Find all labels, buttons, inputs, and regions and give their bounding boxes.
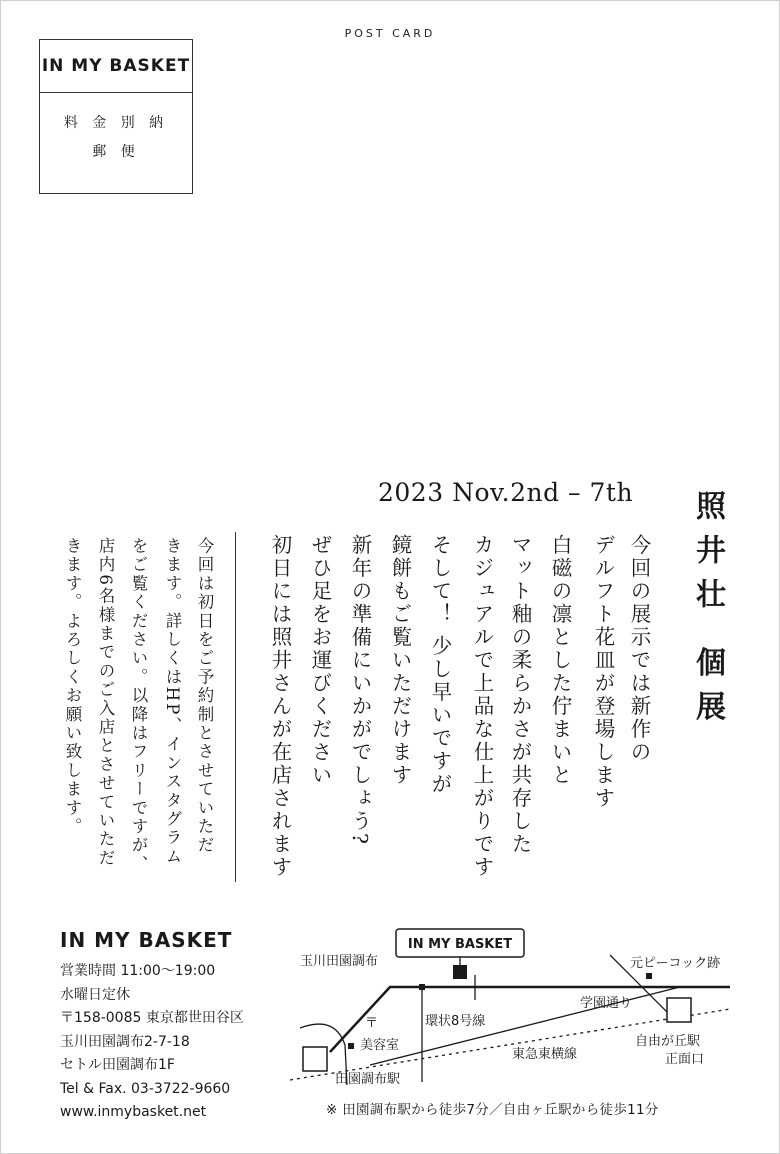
body-line-1: 今回の展示では新作の: [627, 534, 651, 764]
denenchofu-station-mark: [303, 1047, 327, 1071]
label-jiyugaoka-station: 自由が丘駅: [635, 1034, 701, 1049]
label-gakuen-street: 学園通り: [580, 996, 633, 1011]
business-hours: 営業時間 11:00〜19:00: [60, 963, 216, 979]
body-line-8: 新年の準備にいかがでしょう?: [348, 534, 372, 847]
address-line-2: 玉川田園調布2-7-18: [60, 1033, 190, 1050]
label-ring-road: 環状8号線: [425, 1014, 486, 1029]
tamagawa-marker: [419, 984, 425, 990]
address-line-3: セトル田園調布1F: [60, 1057, 175, 1073]
label-denenchofu-station: 田園調布駅: [335, 1072, 401, 1087]
note-line-4: 店内6名様までのご入店とさせていただ: [96, 537, 115, 868]
label-salon: 美容室: [360, 1038, 400, 1053]
event-date: 2023 Nov.2nd – 7th: [378, 478, 634, 507]
label-post-mark: 〒: [365, 1016, 379, 1031]
salon-marker: [348, 1043, 354, 1049]
closed-day: 水曜日定休: [60, 986, 130, 1003]
note-line-5: きます。よろしくお願い致します。: [63, 537, 82, 837]
exhibition-title: 照井壮 個展: [690, 490, 725, 735]
postcard-label: POST CARD: [344, 27, 436, 40]
note-line-2: きます。詳しくはHP、インスタグラム: [163, 537, 182, 867]
label-toyoko-line: 東急東横線: [512, 1047, 578, 1062]
phone-fax[interactable]: Tel & Fax. 03-3722-9660: [60, 1080, 231, 1097]
postage-paid-box: [39, 39, 193, 194]
label-tamagawa: 玉川田園調布: [300, 954, 379, 969]
postage-paid-line1: 料 金 別 納: [63, 115, 169, 131]
body-line-6: そして！ 少し早いですが: [428, 534, 452, 797]
postage-paid-line2: 郵 便: [92, 144, 140, 160]
body-line-4: マット釉の柔らかさが共存した: [508, 534, 532, 856]
note-line-1: 今回は初日をご予約制とさせていただ: [195, 537, 214, 855]
peacock-marker: [646, 973, 652, 979]
stamp-logo: IN MY BASKET: [40, 40, 192, 93]
website-link[interactable]: www.inmybasket.net: [60, 1104, 207, 1120]
divider-line: [235, 532, 236, 882]
body-line-2: デルフト花皿が登場します: [591, 534, 615, 810]
label-front-exit: 正面口: [665, 1052, 705, 1067]
body-line-3: 白磁の凛とした佇まいと: [548, 534, 572, 787]
body-line-9: ぜひ足をお運びください: [308, 534, 332, 787]
address-line-1: 〒158-0085 東京都世田谷区: [60, 1010, 244, 1026]
shop-location-mark: [453, 965, 467, 979]
shop-logo: IN MY BASKET: [60, 928, 233, 952]
note-line-3: をご覧ください。以降はフリーですが、: [129, 537, 148, 874]
walking-directions-note: ※ 田園調布駅から徒歩7分／自由ヶ丘駅から徒歩11分: [326, 1102, 659, 1118]
body-line-5: カジュアルで上品な仕上がりです: [470, 534, 494, 879]
postage-paid-text: [40, 109, 192, 167]
body-line-10: 初日には照井さんが在店されます: [268, 534, 292, 879]
label-peacock: 元ピーコック跡: [630, 956, 721, 971]
access-map: [290, 925, 730, 1095]
shop-info: [60, 928, 244, 1125]
map-shop-logo: IN MY BASKET: [407, 937, 513, 952]
jiyugaoka-station-mark: [667, 998, 691, 1022]
body-line-7: 鏡餅もご覧いただけます: [388, 534, 412, 787]
